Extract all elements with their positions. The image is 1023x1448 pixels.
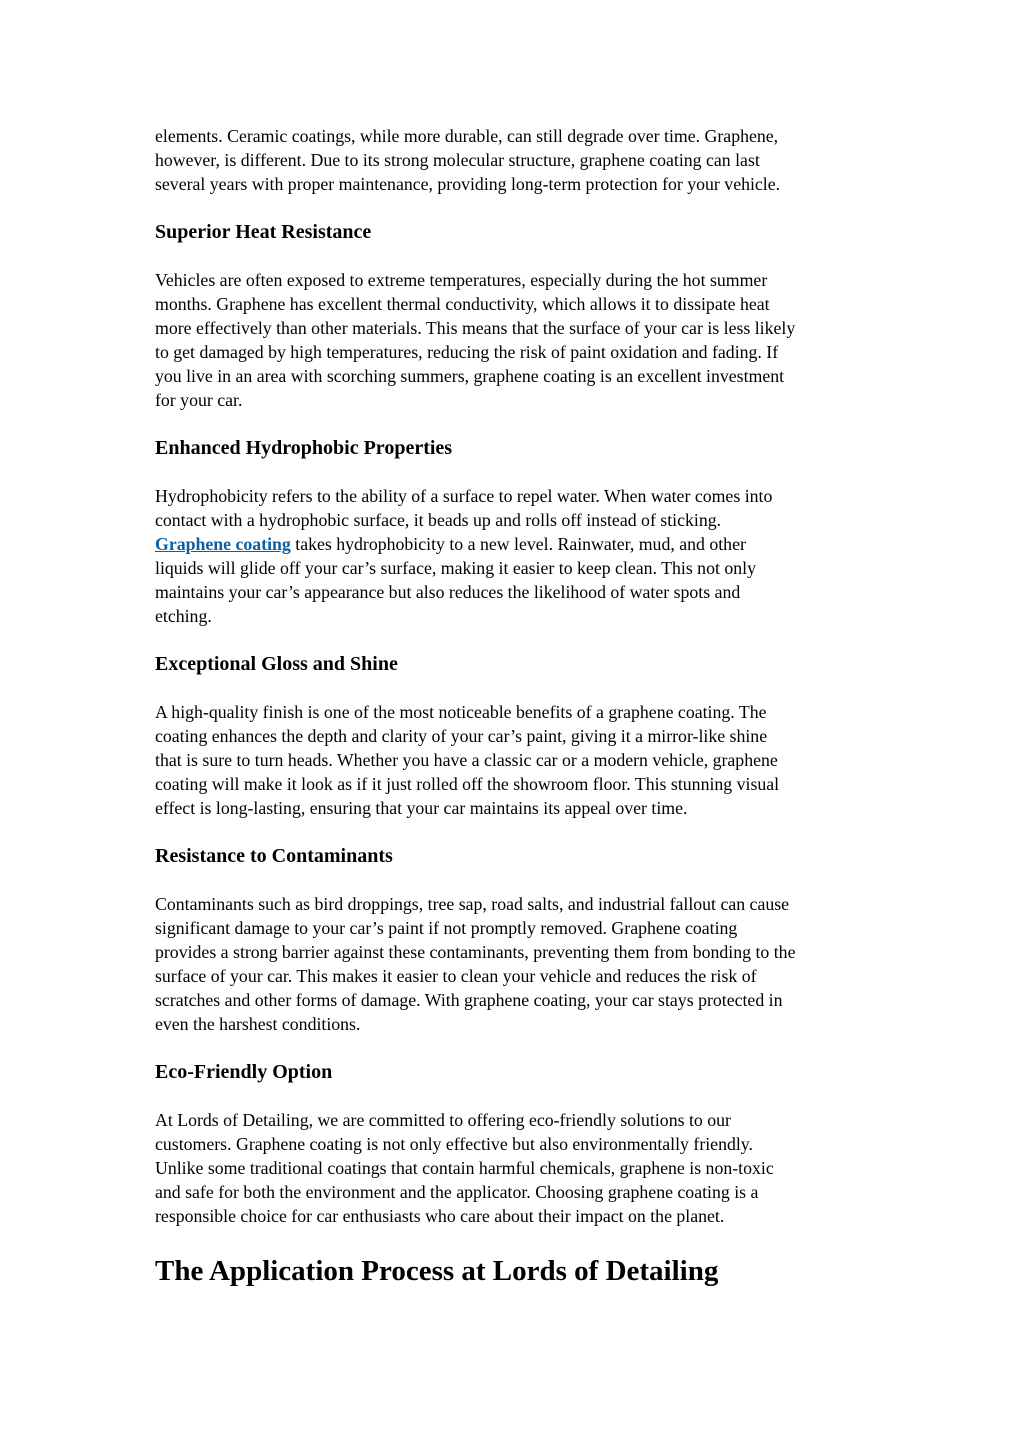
text-line: At Lords of Detailing, we are committed to offering eco-friendly solutions to our	[155, 1110, 731, 1130]
section-heading-gloss-shine: Exceptional Gloss and Shine	[155, 653, 398, 675]
graphene-coating-link[interactable]: Graphene coating	[155, 534, 291, 554]
text-line: Contaminants such as bird droppings, tree sap, road salts, and industrial fallout can cause	[155, 894, 790, 914]
text-line: to get damaged by high temperatures, reducing the risk of paint oxidation and fading. If	[155, 342, 779, 362]
section-paragraph-eco-friendly	[155, 1108, 905, 1228]
text-line: responsible choice for car enthusiasts who care about their impact on the planet.	[155, 1206, 725, 1226]
text-line: provides a strong barrier against these contaminants, preventing them from bonding to the	[155, 942, 796, 962]
section-heading-contaminants: Resistance to Contaminants	[155, 845, 393, 867]
text-line: even the harshest conditions.	[155, 1014, 361, 1034]
text-line: A high-quality finish is one of the most noticeable benefits of a graphene coating. The	[155, 702, 767, 722]
section-paragraph-heat-resistance	[155, 268, 905, 412]
text-line: coating enhances the depth and clarity of your car’s paint, giving it a mirror-like shine	[155, 726, 768, 746]
text-line: elements. Ceramic coatings, while more durable, can still degrade over time. Graphene,	[155, 126, 779, 146]
section-paragraph-gloss-shine	[155, 700, 905, 820]
text-line: Vehicles are often exposed to extreme temperatures, especially during the hot summer	[155, 270, 768, 290]
text-line: for your car.	[155, 390, 243, 410]
text-line: months. Graphene has excellent thermal conductivity, which allows it to dissipate heat	[155, 294, 770, 314]
application-process-heading: The Application Process at Lords of Detailing	[155, 1255, 719, 1287]
document-page	[155, 124, 905, 1289]
text-line: Hydrophobicity refers to the ability of a surface to repel water. When water comes into	[155, 486, 773, 506]
text-line: several years with proper maintenance, providing long-term protection for your vehicle.	[155, 174, 781, 194]
section-heading-hydrophobic: Enhanced Hydrophobic Properties	[155, 437, 453, 459]
text-line: Unlike some traditional coatings that contain harmful chemicals, graphene is non-toxic	[155, 1158, 774, 1178]
intro-paragraph	[155, 124, 905, 196]
text-line: you live in an area with scorching summers, graphene coating is an excellent investment	[155, 366, 785, 386]
text-line: liquids will glide off your car’s surface, making it easier to keep clean. This not only	[155, 558, 756, 578]
text-line: contact with a hydrophobic surface, it beads up and rolls off instead of sticking.	[155, 510, 722, 530]
text-line: surface of your car. This makes it easier to clean your vehicle and reduces the risk of	[155, 966, 757, 986]
text-line: effect is long-lasting, ensuring that your car maintains its appeal over time.	[155, 798, 688, 818]
text-line: maintains your car’s appearance but also reduces the likelihood of water spots and	[155, 582, 741, 602]
text-line: and safe for both the environment and the applicator. Choosing graphene coating is a	[155, 1182, 759, 1202]
text-line: more effectively than other materials. This means that the surface of your car is less likely	[155, 318, 796, 338]
section-heading-heat-resistance: Superior Heat Resistance	[155, 221, 372, 243]
section-paragraph-contaminants	[155, 892, 905, 1036]
section-heading-eco-friendly: Eco-Friendly Option	[155, 1061, 333, 1083]
text-line: however, is different. Due to its strong molecular structure, graphene coating can last	[155, 150, 760, 170]
text-line: that is sure to turn heads. Whether you have a classic car or a modern vehicle, graphene	[155, 750, 778, 770]
text-line: significant damage to your car’s paint if not promptly removed. Graphene coating	[155, 918, 738, 938]
text-line-with-link	[155, 532, 905, 556]
text-line: customers. Graphene coating is not only effective but also environmentally friendly.	[155, 1134, 753, 1154]
text-line-rest: takes hydrophobicity to a new level. Rainwater, mud, and other	[290, 534, 746, 554]
section-paragraph-hydrophobic	[155, 484, 905, 628]
text-line: scratches and other forms of damage. With graphene coating, your car stays protected in	[155, 990, 783, 1010]
text-line: coating will make it look as if it just rolled off the showroom floor. This stunning visual	[155, 774, 780, 794]
text-line: etching.	[155, 606, 212, 626]
